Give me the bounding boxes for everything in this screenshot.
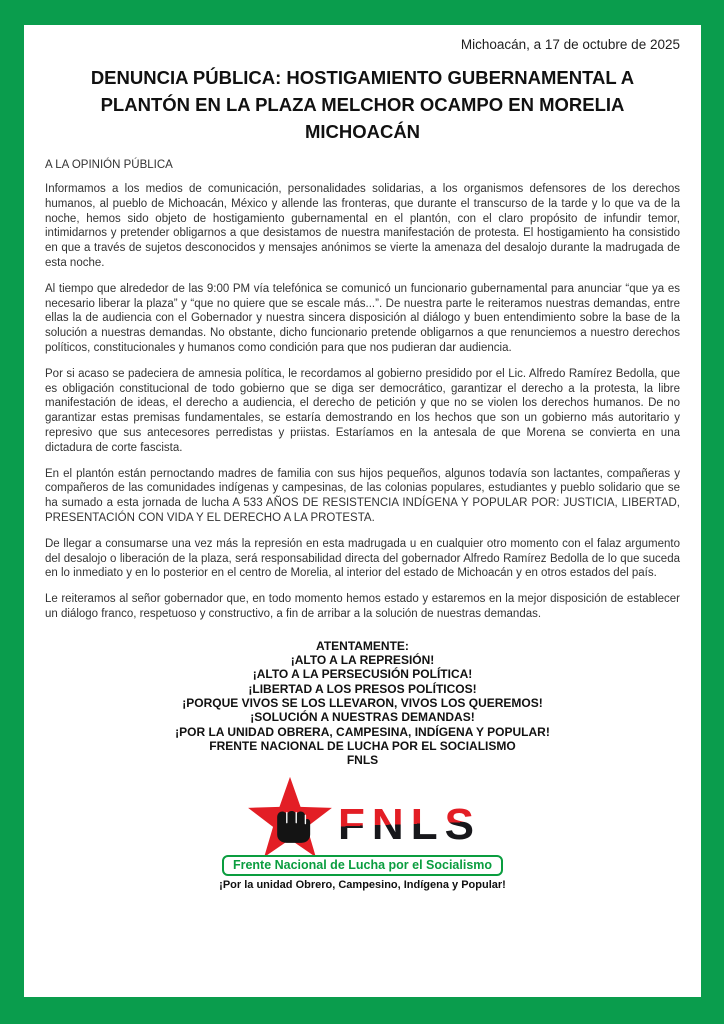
document-title: DENUNCIA PÚBLICA: HOSTIGAMIENTO GUBERNAMENTAL A PLANTÓN EN LA PLAZA MELCHOR OCAMPO EN MORELIA MICHOACÁN <box>90 67 635 142</box>
fnls-tagline: ¡Por la unidad Obrero, Campesino, Indígena y Popular! <box>219 879 506 892</box>
closing-line: FRENTE NACIONAL DE LUCHA POR EL SOCIALISMO <box>209 738 516 753</box>
body-paragraph: De llegar a consumarse una vez más la represión en esta madrugada u en cualquier otro momento con el falaz argumento del desalojo o liberación de la plaza, será responsabilidad directa del gobernador Alfredo Ramírez Bedolla de lo que suceda en lo inmediato y en lo posterior en el centro de Morelia, al interior del estado de Michoacán y en otros estados del país. <box>45 537 680 580</box>
body-paragraph: En el plantón están pernoctando madres de familia con sus hijos pequeños, algunos todavía son lactantes, compañeras y compañeros de las comunidades indígenas y campesinas, de las colonias populares, estudiantes y pueblo solidario que se ha sumado a esta jornada de lucha A 533 AÑOS DE RESISTENCIA INDÍGENA Y POPULAR POR: JUSTICIA, LIBERTAD, PRESENTACIÓN CON VIDA Y EL DERECHO A LA PROTESTA. <box>45 467 680 524</box>
fnls-banner: Frente Nacional de Lucha por el Socialismo <box>222 855 503 876</box>
closing-line: ¡ALTO A LA PERSECUSIÓN POLÍTICA! <box>252 667 473 682</box>
fnls-logo-top <box>244 775 481 863</box>
closing-line: FNLS <box>346 753 379 768</box>
closing-block <box>45 639 680 768</box>
star-fist-icon <box>244 775 336 863</box>
closing-line: ¡POR LA UNIDAD OBRERA, CAMPESINA, INDÍGENA Y POPULAR! <box>175 724 550 739</box>
closing-line: ¡LIBERTAD A LOS PRESOS POLÍTICOS! <box>248 681 477 696</box>
closing-line: ¡PORQUE VIVOS SE LOS LLEVARON, VIVOS LOS QUEREMOS! <box>182 695 543 710</box>
closing-line: ¡SOLUCIÓN A NUESTRAS DEMANDAS! <box>250 710 475 725</box>
closing-line: ¡ALTO A LA REPRESIÓN! <box>290 653 435 668</box>
salutation: A LA OPINIÓN PÚBLICA <box>45 159 173 171</box>
fnls-logo <box>45 775 680 891</box>
body-paragraph: Al tiempo que alrededor de las 9:00 PM vía telefónica se comunicó un funcionario gubernamental para anunciar “que ya es necesario liberar la plaza” y “que no quiere que se escale más...”. De nuestra parte le reiteramos nuestras demandas, entre ellas la de audiencia con el Gobernador y nuestra sincera disposición al diálogo y buen entendimiento sobre la base de la solución a nuestras demandas. No obstante, dicho funcionario pretende obligarnos a que renunciemos a nuestro derechos políticos, constitucionales y humanos como condición para que nos pudieran dar audiencia. <box>45 282 680 354</box>
body-paragraph: Le reiteramos al señor gobernador que, en todo momento hemos estado y estaremos en la mejor disposición de establecer un diálogo franco, respetuoso y constructivo, a fin de arribar a la solución de nuestras demandas. <box>45 593 680 620</box>
date-line: Michoacán, a 17 de octubre de 2025 <box>460 37 680 52</box>
document-sheet <box>24 25 701 997</box>
body-paragraph: Por si acaso se padeciera de amnesia política, le recordamos al gobierno presidido por el Lic. Alfredo Ramírez Bedolla, que es obligación constitucional de todo gobierno que se diga ser democrático, garantizar el derecho a la protesta, la libre manifestación de ideas, el derecho a audiencia, el derecho de petición y que no se violen los derechos humanos. De no garantizar estas premisas fundamentales, se estaría demostrando en los hechos que son un gobierno más autoritario y represivo que sus antecesores perredistas y priistas. Estaríamos en la antesala de que Morena se convierta en una dictadura de corte fascista. <box>45 367 680 454</box>
fnls-wordmark: FNLS <box>338 800 481 850</box>
body-paragraph: Informamos a los medios de comunicación, personalidades solidarias, a los organismos defensores de los derechos humanos, al pueblo de Michoacán, México y allende las fronteras, que durante el transcurso de la tarde y lo que va de la noche, hemos sido objeto de hostigamiento gubernamental en el plantón, con el claro propósito de infundir temor, intimidarnos y pretender obligarnos a que desistamos de nuestra manifestación de protesta. El hostigamiento ha consistido en que a través de sujetos desconocidos y mensajes anónimos se vierte la amenaza del desalojo durante la madrugada de esta noche. <box>45 183 680 269</box>
closing-line: ATENTAMENTE: <box>316 638 409 653</box>
